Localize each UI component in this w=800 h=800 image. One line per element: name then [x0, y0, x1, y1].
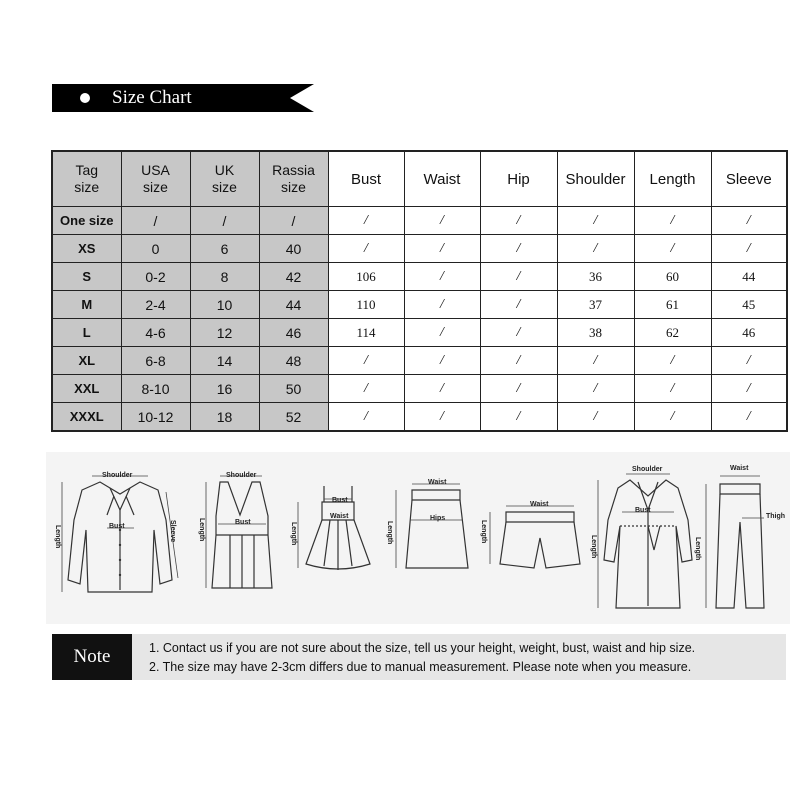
table-cell: 46 — [711, 319, 787, 347]
bullet-icon — [80, 93, 90, 103]
table-cell: 52 — [259, 403, 328, 432]
table-cell: 4-6 — [121, 319, 190, 347]
table-cell: / — [480, 375, 557, 403]
coat-illustration — [590, 460, 694, 610]
table-cell: / — [557, 235, 634, 263]
page-title: Size Chart — [112, 87, 192, 108]
table-cell: 61 — [634, 291, 711, 319]
table-body — [52, 207, 787, 432]
table-cell: / — [480, 263, 557, 291]
table-cell: 50 — [259, 375, 328, 403]
table-cell: 8 — [190, 263, 259, 291]
size-chart-banner — [52, 84, 314, 112]
table-cell: / — [557, 403, 634, 432]
column-header: Hip — [480, 151, 557, 207]
table-cell: 60 — [634, 263, 711, 291]
table-cell: S — [52, 263, 121, 291]
table-cell: / — [557, 207, 634, 235]
column-header: Sleeve — [711, 151, 787, 207]
table-cell: / — [404, 403, 480, 432]
table-cell: / — [634, 347, 711, 375]
table-cell: 46 — [259, 319, 328, 347]
table-cell: / — [480, 319, 557, 347]
table-cell: / — [328, 403, 404, 432]
column-header: Bust — [328, 151, 404, 207]
table-cell: 0 — [121, 235, 190, 263]
pants-waist-label: Waist — [730, 465, 749, 472]
shorts-illustration — [482, 492, 586, 572]
column-header: Shoulder — [557, 151, 634, 207]
table-cell: / — [711, 235, 787, 263]
table-cell: 48 — [259, 347, 328, 375]
shirt-length-label: Length — [54, 525, 61, 549]
table-cell: 0-2 — [121, 263, 190, 291]
dress-waist-label: Waist — [330, 513, 349, 520]
table-cell: / — [328, 235, 404, 263]
note-box — [52, 634, 786, 680]
table-cell: 44 — [711, 263, 787, 291]
garment-illustrations — [46, 452, 790, 624]
size-table — [51, 150, 788, 432]
table-cell: XXL — [52, 375, 121, 403]
pants-icon — [698, 462, 788, 612]
table-cell: 114 — [328, 319, 404, 347]
shirt-bust-label: Bust — [109, 523, 125, 530]
table-cell: 18 — [190, 403, 259, 432]
column-header: Waist — [404, 151, 480, 207]
table-cell: / — [634, 375, 711, 403]
shirt-shoulder-label: Shoulder — [102, 472, 133, 479]
skirt-hips-label: Hips — [430, 515, 446, 522]
table-row — [52, 263, 787, 291]
table-cell: 16 — [190, 375, 259, 403]
table-row — [52, 375, 787, 403]
table-row — [52, 235, 787, 263]
table-row — [52, 291, 787, 319]
note-line-1: 1. Contact us if you are not sure about the size, tell us your height, weight, bust, waist and hip size. — [149, 641, 696, 655]
table-cell: 10 — [190, 291, 259, 319]
shirt-sleeve-label: Sleeve — [169, 520, 176, 543]
table-cell: 10-12 — [121, 403, 190, 432]
coat-length-label: Length — [590, 535, 597, 559]
column-header: Rassia size — [259, 151, 328, 207]
coat-shoulder-label: Shoulder — [632, 466, 663, 473]
table-cell: L — [52, 319, 121, 347]
table-header-row — [52, 151, 787, 207]
column-header: Length — [634, 151, 711, 207]
pants-thigh-label: Thigh — [766, 513, 786, 520]
table-cell: / — [480, 291, 557, 319]
table-cell: / — [121, 207, 190, 235]
table-cell: 37 — [557, 291, 634, 319]
dress-icon — [294, 482, 382, 572]
table-cell: 14 — [190, 347, 259, 375]
note-label: Note — [52, 634, 132, 680]
table-cell: / — [711, 207, 787, 235]
table-cell: 2-4 — [121, 291, 190, 319]
column-header: UK size — [190, 151, 259, 207]
pants-illustration — [694, 462, 788, 612]
table-cell: / — [404, 347, 480, 375]
table-cell: 44 — [259, 291, 328, 319]
table-cell: / — [480, 235, 557, 263]
table-cell: / — [259, 207, 328, 235]
skirt-length-label: Length — [386, 521, 393, 545]
table-row — [52, 403, 787, 432]
table-cell: / — [328, 375, 404, 403]
column-header: Tag size — [52, 151, 121, 207]
table-cell: / — [634, 403, 711, 432]
tank-top-icon — [200, 460, 280, 595]
table-cell: / — [480, 347, 557, 375]
column-header: USA size — [121, 151, 190, 207]
table-cell: / — [190, 207, 259, 235]
tank-shoulder-label: Shoulder — [226, 472, 257, 479]
table-cell: 40 — [259, 235, 328, 263]
table-cell: / — [404, 235, 480, 263]
table-row — [52, 319, 787, 347]
table-cell: One size — [52, 207, 121, 235]
table-cell: / — [711, 375, 787, 403]
dress-length-label: Length — [290, 522, 297, 546]
table-cell: M — [52, 291, 121, 319]
table-cell: 42 — [259, 263, 328, 291]
table-cell: 8-10 — [121, 375, 190, 403]
table-cell: / — [711, 403, 787, 432]
table-row — [52, 347, 787, 375]
table-cell: 110 — [328, 291, 404, 319]
coat-bust-label: Bust — [635, 507, 651, 514]
table-cell: XXXL — [52, 403, 121, 432]
table-cell: / — [328, 347, 404, 375]
table-cell: 6 — [190, 235, 259, 263]
table-cell: / — [404, 375, 480, 403]
table-cell: 106 — [328, 263, 404, 291]
shorts-waist-label: Waist — [530, 501, 549, 508]
table-cell: / — [557, 347, 634, 375]
table-cell: 38 — [557, 319, 634, 347]
table-cell: / — [404, 207, 480, 235]
table-cell: / — [480, 403, 557, 432]
skirt-waist-label: Waist — [428, 479, 447, 486]
table-cell: / — [480, 207, 557, 235]
table-cell: / — [404, 291, 480, 319]
table-cell: XL — [52, 347, 121, 375]
table-cell: 36 — [557, 263, 634, 291]
shirt-illustration — [52, 460, 184, 595]
table-cell: 6-8 — [121, 347, 190, 375]
table-cell: 62 — [634, 319, 711, 347]
table-cell: / — [328, 207, 404, 235]
pants-length-label: Length — [694, 537, 701, 561]
shorts-length-label: Length — [480, 520, 487, 544]
tank-length-label: Length — [198, 518, 205, 542]
tank-bust-label: Bust — [235, 519, 251, 526]
table-row — [52, 207, 787, 235]
table-cell: / — [404, 263, 480, 291]
table-cell: 12 — [190, 319, 259, 347]
table-cell: / — [404, 319, 480, 347]
dress-illustration — [290, 482, 382, 572]
tank-illustration — [200, 460, 280, 595]
skirt-icon — [390, 476, 476, 576]
note-line-2: 2. The size may have 2-3cm differs due to manual measurement. Please note when you measure. — [149, 660, 692, 674]
table-cell: 45 — [711, 291, 787, 319]
skirt-illustration — [386, 476, 476, 576]
table-cell: / — [634, 207, 711, 235]
table-cell: / — [557, 375, 634, 403]
table-cell: / — [711, 347, 787, 375]
table-cell: / — [634, 235, 711, 263]
coat-icon — [594, 460, 694, 610]
table-cell: XS — [52, 235, 121, 263]
dress-bust-label: Bust — [332, 497, 348, 504]
